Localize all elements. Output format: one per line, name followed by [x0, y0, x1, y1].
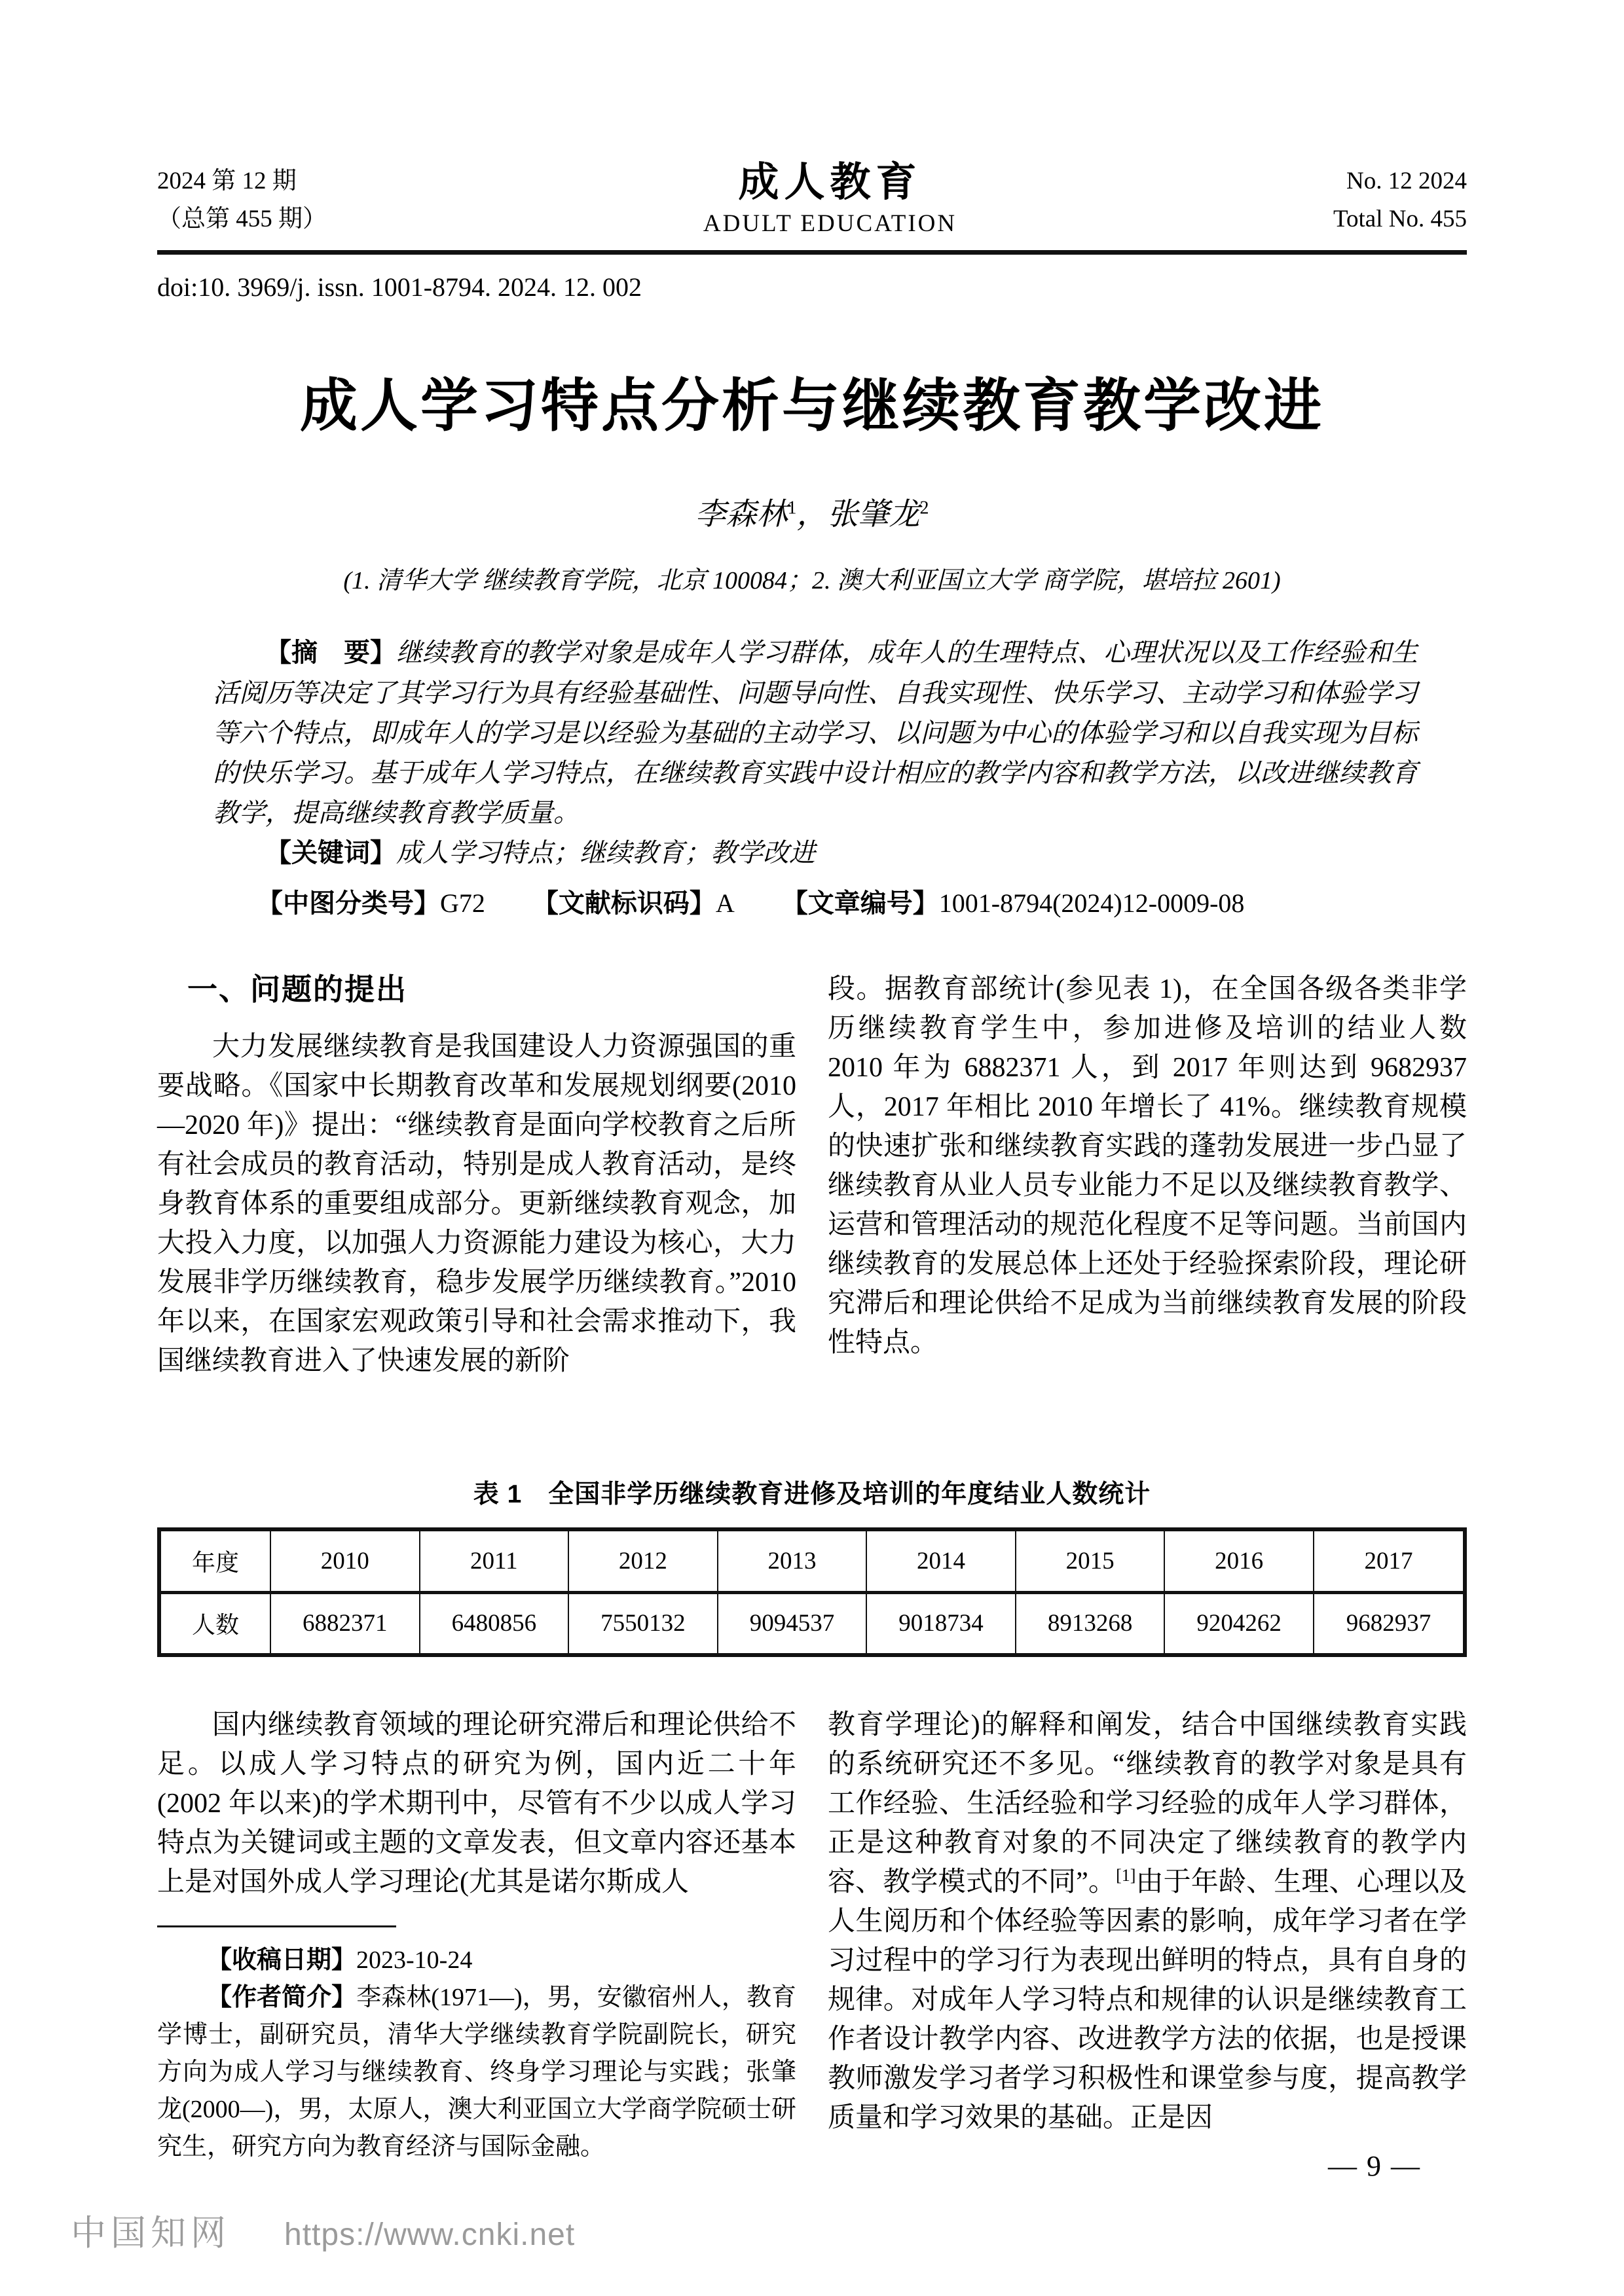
column-right-upper [828, 970, 1467, 1381]
doc-code-label: 【文献标识码】 [532, 889, 716, 918]
classification-line [257, 883, 1467, 920]
table-cell-year: 2016 [1164, 1529, 1314, 1592]
authors-separator: ， [796, 498, 828, 532]
abstract-block [213, 632, 1418, 873]
table-cell-year: 2013 [718, 1529, 867, 1592]
article-title: 成人学习特点分析与继续教育教学改进 [299, 373, 1324, 438]
table-row-counts [159, 1592, 1465, 1655]
keywords-line [213, 833, 1418, 873]
header-rule [157, 250, 1467, 255]
received-date-line [157, 1942, 796, 1979]
cnki-url: https://www.cnki.net [284, 2217, 576, 2252]
clc-value: G72 [440, 888, 485, 918]
body-columns-upper [157, 970, 1467, 1381]
table-row-label: 年度 [159, 1529, 270, 1592]
keywords-label: 【关键词】 [265, 839, 396, 867]
received-value: 2023-10-24 [356, 1946, 473, 1974]
paragraph-text: 由于年龄、生理、心理以及人生阅历和个体经验等因素的影响，成年学习者在学习过程中的学习行为表现出鲜明的特点，具有自身的规律。对成年人学习特点和规律的认识是继续教育工作者设计教学内容、改进教学方法的依据，也是授课教师激发学习者学习积极性和课堂参与度，提高教学质量和学习效果的基础。正是因 [828, 1867, 1467, 2133]
issue-en-line1: No. 12 2024 [1346, 168, 1467, 194]
table-cell-year: 2010 [270, 1529, 420, 1592]
paragraph-text: 教育学理论)的解释和阐发，结合中国继续教育实践的系统研究还不多见。“继续教育的教学对象是具有工作经验、生活经验和学习经验的成年人学习群体，正是这种教育对象的不同决定了继续教育的教学内容、教学模式的不同”。 [828, 1710, 1467, 1897]
paragraph [828, 1705, 1467, 2138]
reference-marker: [1] [1116, 1866, 1136, 1885]
footnote-block [157, 1942, 796, 2166]
doi: doi:10. 3969/j. issn. 1001-8794. 2024. 12. 002 [157, 272, 642, 302]
clc-label: 【中图分类号】 [257, 889, 440, 918]
abstract-text: 继续教育的教学对象是成年人学习群体，成年人的生理特点、心理状况以及工作经验和生活阅历等决定了其学习行为具有经验基础性、问题导向性、自我实现性、快乐学习、主动学习和体验学习等六个特点，即成年人的学习是以经验为基础的主动学习、以问题为中心的体验学习和以自我实现为目标的快乐学习。基于成年人学习特点，在继续教育实践中设计相应的教学内容和教学方法，以改进继续教育教学，提高继续教育教学质量。 [213, 638, 1418, 828]
issue-info-cn [157, 162, 327, 238]
author-2-sup: 2 [919, 498, 929, 519]
issue-cn-line2: （总第 455 期） [157, 206, 327, 232]
page-number: — 9 — [1328, 2150, 1421, 2182]
paragraph: 大力发展继续教育是我国建设人力资源强国的重要战略。《国家中长期教育改革和发展规划纲要(2010—2020 年)》提出：“继续教育是面向学校教育之后所有社会成员的教育活动，特别是成人教育活动，是终身教育体系的重要组成部分。更新继续教育观念，加大投入力度，以加强人力资源能力建设为核心，大力发展非学历继续教育，稳步发展学历继续教育。”2010 年以来，在国家宏观政策引导和社会需求推动下，我国继续教育进入了快速发展的新阶 [157, 1032, 796, 1376]
table-cell-year: 2017 [1314, 1529, 1465, 1592]
keywords-text: 成人学习特点；继续教育；教学改进 [396, 838, 815, 867]
table-cell-year: 2012 [568, 1529, 718, 1592]
table-cell-count: 8913268 [1016, 1592, 1165, 1655]
bio-label: 【作者简介】 [207, 1984, 357, 2011]
table-cell-year: 2015 [1016, 1529, 1165, 1592]
authors-line [157, 490, 1467, 534]
column-left-upper [157, 970, 796, 1381]
cnki-logo-text: 中国知网 [71, 2214, 231, 2253]
table-cell-count: 9018734 [866, 1592, 1016, 1655]
footnote-separator [157, 1925, 396, 1927]
author-2-name: 张肇龙 [827, 498, 920, 532]
article-id-value: 1001-8794(2024)12-0009-08 [938, 888, 1245, 918]
abstract [213, 632, 1418, 833]
author-1-name: 李森林 [695, 498, 788, 532]
paragraph: 国内继续教育领域的理论研究滞后和理论供给不足。以成人学习特点的研究为例，国内近二十年(2002 年以来)的学术期刊中，尽管有不少以成人学习特点为关键词或主题的文章发表，但文章内容还基本上是对国外成人学习理论(尤其是诺尔斯成人 [157, 1710, 796, 1897]
issue-cn-line1: 2024 第 12 期 [157, 168, 297, 194]
table-row-years [159, 1529, 1465, 1592]
page-content [157, 0, 1467, 2186]
data-table [157, 1527, 1467, 1657]
issue-info-en [1333, 162, 1467, 238]
affiliation: (1. 清华大学 继续教育学院，北京 100084；2. 澳大利亚国立大学 商学院，堪培拉 2601) [343, 567, 1281, 594]
author-bio-line [157, 1979, 796, 2166]
column-right-lower [828, 1705, 1467, 2186]
journal-name-cn: 成人教育 [738, 160, 922, 205]
column-left-lower [157, 1705, 796, 2186]
table-caption: 表 1 全国非学历继续教育进修及培训的年度结业人数统计 [473, 1480, 1151, 1508]
section-1-heading: 一、问题的提出 [187, 972, 407, 1006]
table-cell-year: 2014 [866, 1529, 1016, 1592]
table-cell-count: 9094537 [718, 1592, 867, 1655]
journal-name-en: ADULT EDUCATION [703, 210, 957, 237]
table-cell-year: 2011 [420, 1529, 569, 1592]
bio-text: 李森林(1971—)，男，安徽宿州人，教育学博士，副研究员，清华大学继续教育学院副院长，研究方向为成人学习与继续教育、终身学习理论与实践；张肇龙(2000—)，男，太原人，澳大利亚国立大学商学院硕士研究生，研究方向为教育经济与国际金融。 [157, 1984, 796, 2160]
received-label: 【收稿日期】 [207, 1946, 357, 1974]
abstract-label: 【摘 要】 [265, 638, 396, 667]
table-row-label: 人数 [159, 1592, 270, 1655]
journal-header [157, 0, 1467, 241]
issue-en-line2: Total No. 455 [1333, 206, 1467, 232]
article-id-label: 【文章编号】 [781, 889, 939, 918]
cnki-footer [71, 2205, 575, 2255]
author-1-sup: 1 [787, 498, 797, 519]
doc-code-value: A [715, 888, 735, 918]
table-cell-count: 6882371 [270, 1592, 420, 1655]
table-cell-count: 6480856 [420, 1592, 569, 1655]
journal-name [703, 158, 957, 241]
paragraph: 段。据教育部统计(参见表 1)，在全国各级各类非学历继续教育学生中，参加进修及培训的结业人数 2010 年为 6882371 人，到 2017 年则达到 9682937 人，2017 年相比 2010 年增长了 41%。继续教育规模的快速扩张和继续教育实践的蓬勃发展进一步凸显了继续教育从业人员专业能力不足以及继续教育教学、运营和管理活动的规范化程度不足等问题。当前国内继续教育的发展总体上还处于经验探索阶段，理论研究滞后和理论供给不足成为当前继续教育发展的阶段性特点。 [828, 974, 1467, 1358]
table-cell-count: 7550132 [568, 1592, 718, 1655]
table-cell-count: 9204262 [1164, 1592, 1314, 1655]
body-columns-lower [157, 1705, 1467, 2186]
table-cell-count: 9682937 [1314, 1592, 1465, 1655]
